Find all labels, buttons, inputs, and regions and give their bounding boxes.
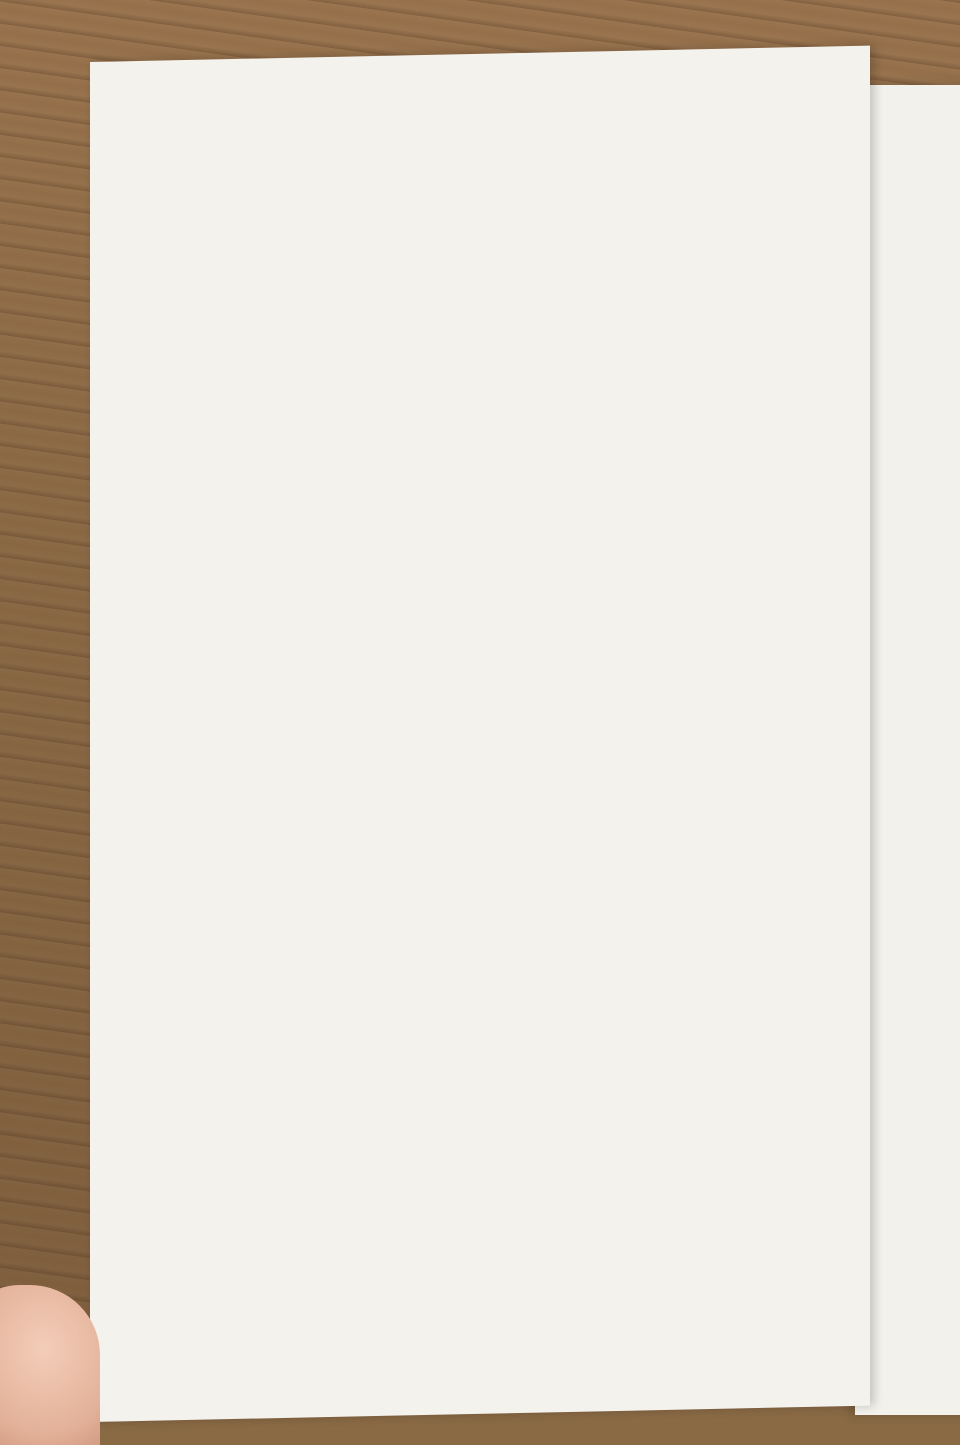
book-page	[90, 46, 870, 1422]
facing-page	[855, 85, 960, 1415]
